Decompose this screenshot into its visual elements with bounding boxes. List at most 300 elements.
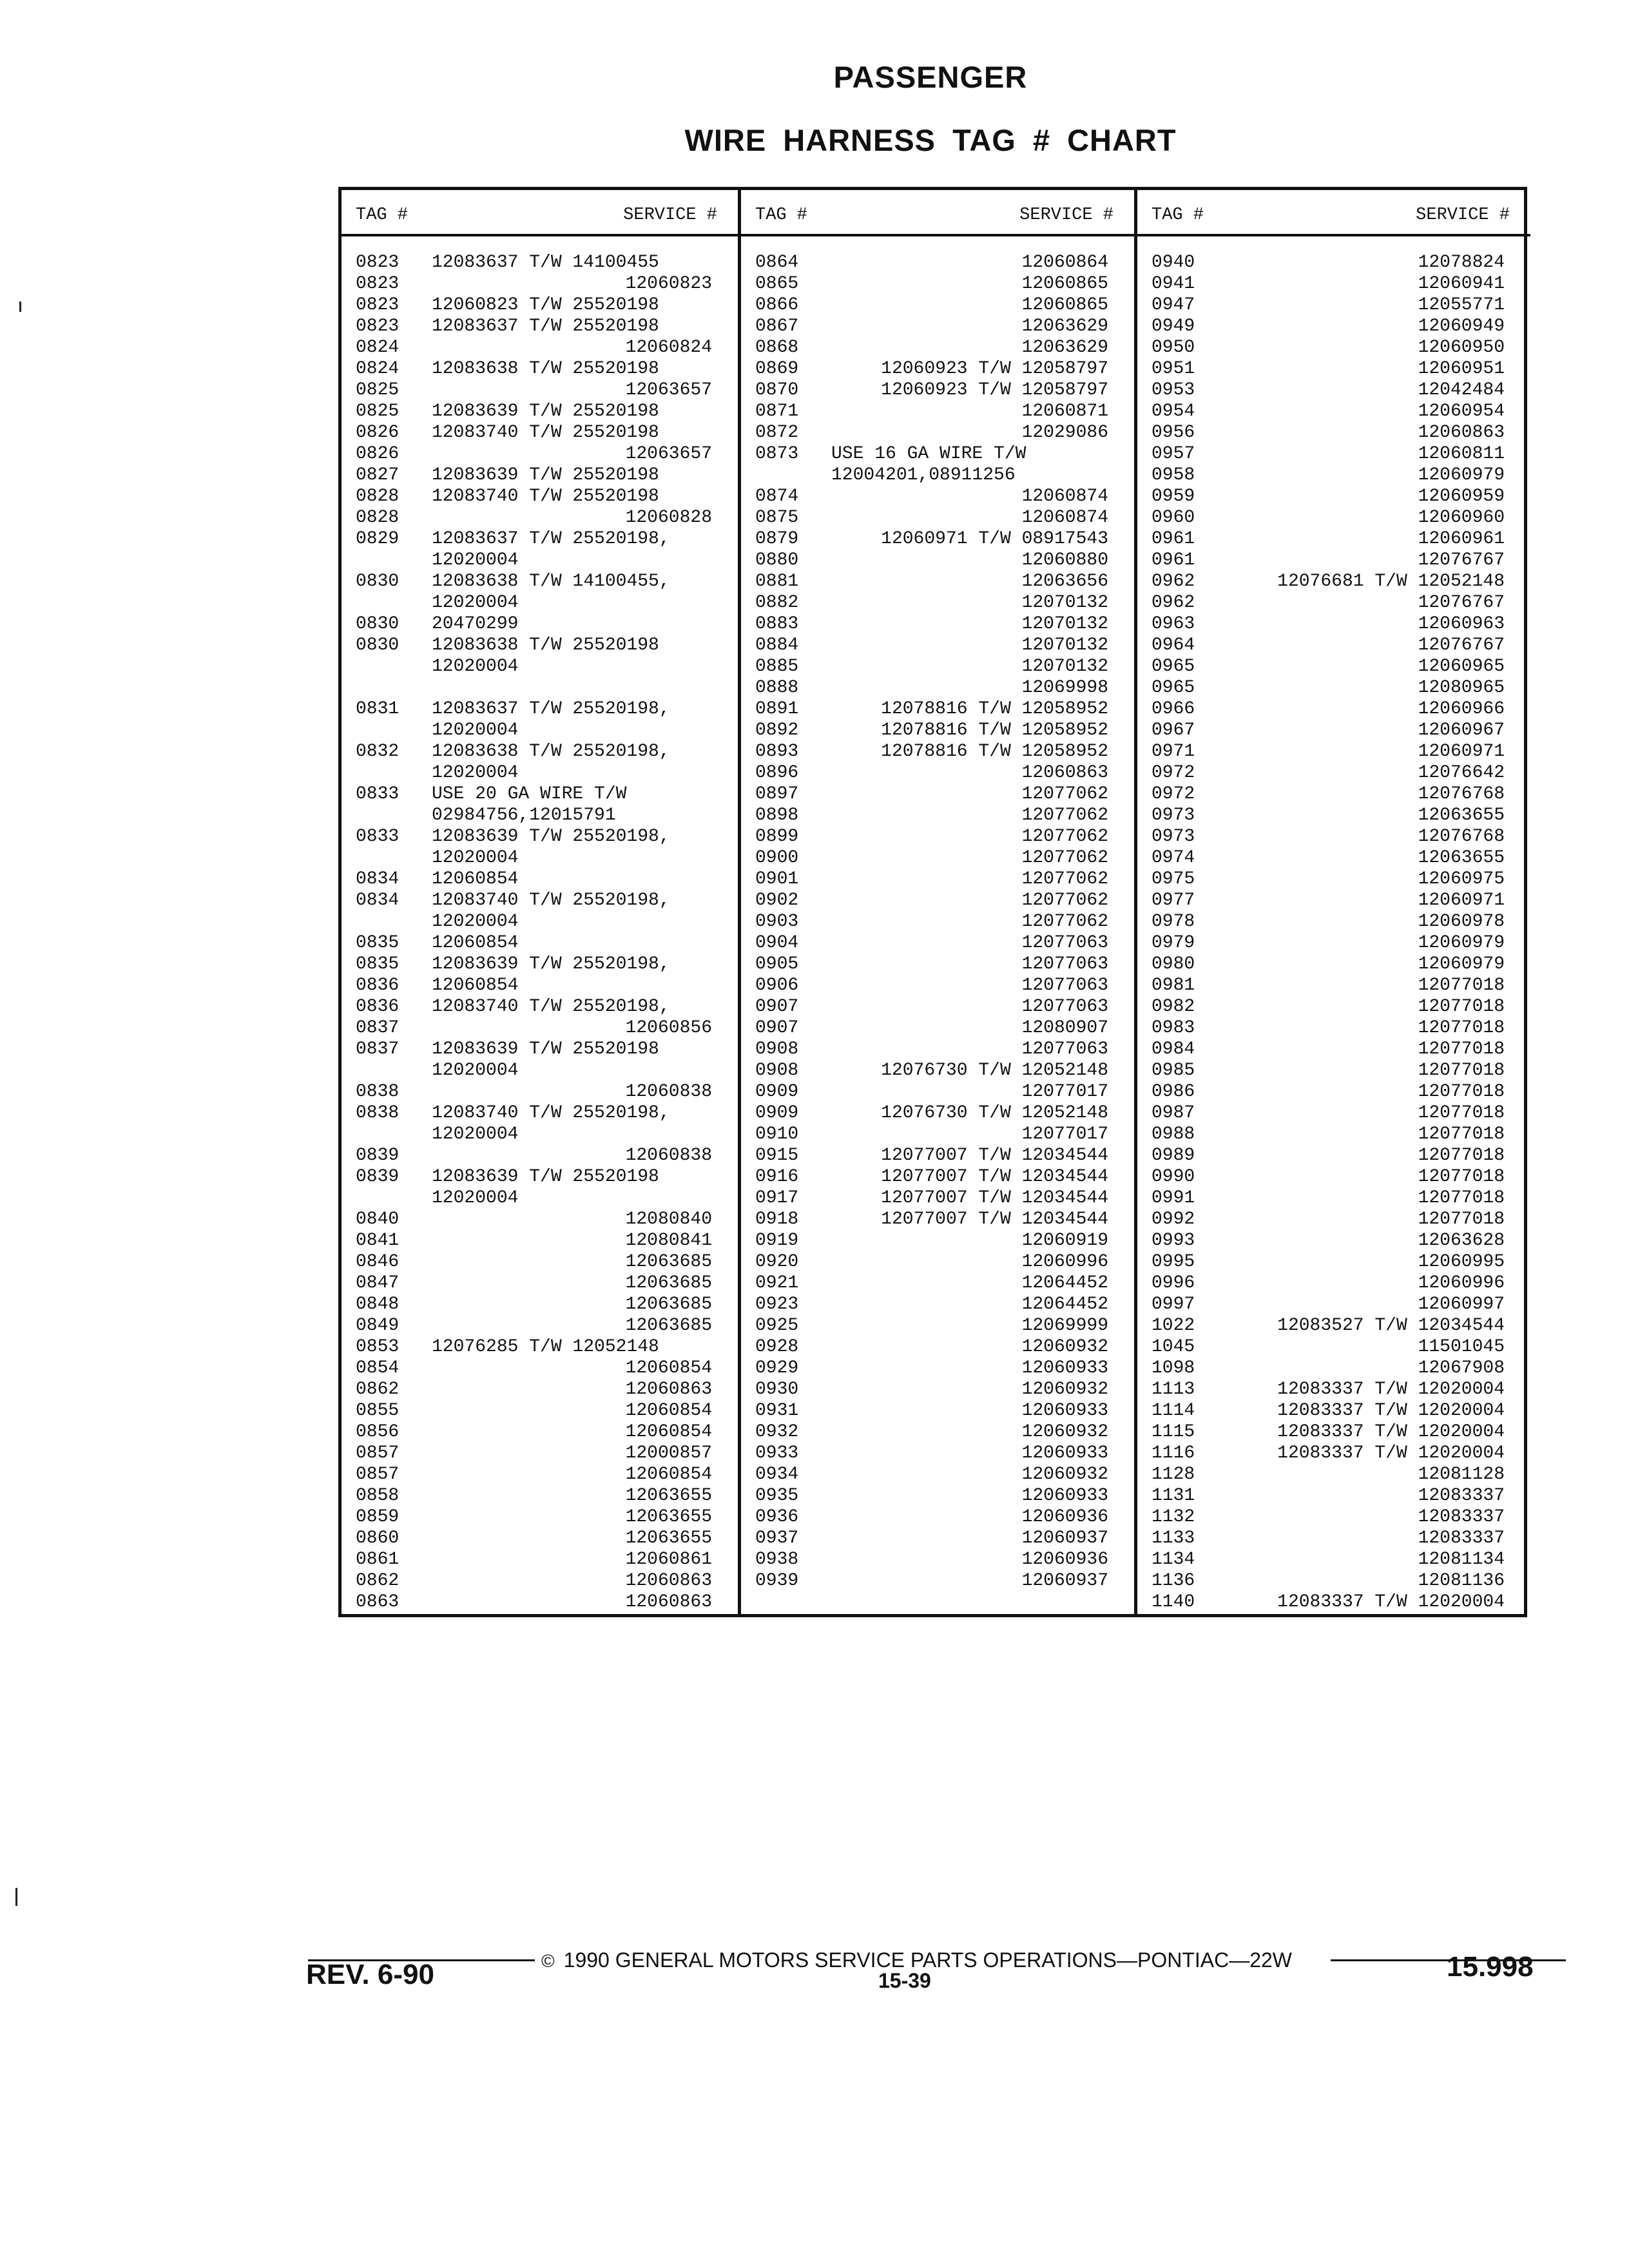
- tag-number: 0971: [1152, 742, 1195, 762]
- tag-number: 0953: [1152, 380, 1195, 400]
- service-number: 12077063: [1021, 933, 1108, 953]
- table-row: [741, 720, 1134, 741]
- table-row: [342, 1230, 738, 1251]
- table-row: [1137, 1358, 1530, 1379]
- tag-number: 1134: [1152, 1550, 1195, 1570]
- service-number: 12060978: [1418, 912, 1505, 932]
- tag-number: 0908: [755, 1039, 799, 1059]
- service-number: 12060874: [1021, 508, 1108, 528]
- tag-number: 0857: [356, 1465, 400, 1485]
- service-number: 12083637 T/W 25520198: [432, 316, 659, 336]
- table-row: [741, 294, 1134, 316]
- service-number: 12077007 T/W 12034544: [881, 1188, 1108, 1208]
- service-number: 12060854: [625, 1358, 712, 1378]
- table-row: [342, 1506, 738, 1528]
- table-row: [342, 677, 738, 698]
- service-number: 12083637 T/W 25520198,: [432, 699, 670, 719]
- service-number: 12083337: [1418, 1507, 1505, 1527]
- table-row: [342, 954, 738, 975]
- service-number: 12060932: [1021, 1465, 1108, 1485]
- tag-number: 1116: [1152, 1443, 1195, 1463]
- rows: [342, 252, 738, 1613]
- service-number: 12060937: [1021, 1571, 1108, 1591]
- tag-number: 0985: [1152, 1061, 1195, 1081]
- table-row: [741, 1506, 1134, 1528]
- service-number: 12063655: [625, 1528, 712, 1548]
- service-number: 12060971: [1418, 890, 1505, 910]
- table-row: [342, 1039, 738, 1060]
- table-row: [1137, 1549, 1530, 1570]
- service-number: 12083337 T/W 12020004: [1277, 1401, 1505, 1421]
- table-row: [342, 932, 738, 954]
- table-row: [342, 337, 738, 358]
- service-number: 12063685: [625, 1294, 712, 1314]
- revision-label: REV. 6-90: [306, 1959, 434, 1990]
- tag-number: 0958: [1152, 465, 1195, 485]
- tag-number: 0888: [755, 678, 799, 698]
- tag-number: 0881: [755, 572, 799, 591]
- table-row: [741, 1443, 1134, 1464]
- table-row: [342, 975, 738, 996]
- table-row: [342, 486, 738, 507]
- table-row: [342, 1485, 738, 1506]
- table-row: [342, 996, 738, 1017]
- tag-number: 1140: [1152, 1592, 1195, 1612]
- tag-number: 0866: [755, 295, 799, 315]
- tag-number: 0859: [356, 1507, 400, 1527]
- tag-number: 0993: [1152, 1231, 1195, 1251]
- tag-number: 0840: [356, 1209, 400, 1229]
- tag-number: 0931: [755, 1401, 799, 1421]
- table-row: [342, 1400, 738, 1421]
- table-row: [1137, 1464, 1530, 1485]
- scan-mark: [15, 1888, 17, 1906]
- tag-number: 1045: [1152, 1337, 1195, 1357]
- table-row: [342, 762, 738, 783]
- tag-number: 0858: [356, 1486, 400, 1506]
- tag-number: 0935: [755, 1486, 799, 1506]
- tag-number: 0862: [356, 1379, 400, 1399]
- tag-number: 0826: [356, 444, 400, 464]
- scan-mark: [19, 302, 21, 312]
- table-row: [741, 443, 1134, 465]
- service-number: 12060823: [625, 274, 712, 294]
- table-row: [1137, 1230, 1530, 1251]
- service-number: 12083337: [1418, 1486, 1505, 1506]
- table-row: [741, 1421, 1134, 1443]
- tag-number: 0920: [755, 1252, 799, 1272]
- tag-number: 0897: [755, 784, 799, 804]
- table-row: [741, 932, 1134, 954]
- tag-number: 0899: [755, 827, 799, 847]
- service-number: 12076768: [1418, 784, 1505, 804]
- tag-number: 0987: [1152, 1103, 1195, 1123]
- service-number: 12060997: [1418, 1294, 1505, 1314]
- service-number: 12064452: [1021, 1294, 1108, 1314]
- table-row: [741, 422, 1134, 443]
- service-number: 12060959: [1418, 486, 1505, 506]
- tag-number: 0904: [755, 933, 799, 953]
- service-number: 12083638 T/W 14100455,: [432, 572, 670, 591]
- tag-number: 0981: [1152, 975, 1195, 995]
- service-number: 12042484: [1418, 380, 1505, 400]
- service-number: 12060963: [1418, 614, 1505, 634]
- service-number: 12083639 T/W 25520198: [432, 465, 659, 485]
- service-number: 12060950: [1418, 338, 1505, 358]
- table-row: [741, 869, 1134, 890]
- table-row: [741, 1358, 1134, 1379]
- tag-number: 0830: [356, 614, 400, 634]
- tag-number: 0848: [356, 1294, 400, 1314]
- tag-number: 0860: [356, 1528, 400, 1548]
- table-row: [1137, 550, 1530, 571]
- tag-number: 0861: [356, 1550, 400, 1570]
- tag-number: 0825: [356, 401, 400, 421]
- service-number: 12060854: [625, 1422, 712, 1442]
- tag-number: 0824: [356, 359, 400, 379]
- tag-number: 0854: [356, 1358, 400, 1378]
- table-row: [741, 273, 1134, 294]
- table-row: [342, 1358, 738, 1379]
- service-number: 12077007 T/W 12034544: [881, 1209, 1108, 1229]
- table-row: [741, 252, 1134, 273]
- tag-number: 0972: [1152, 784, 1195, 804]
- service-number: 12077017: [1021, 1124, 1108, 1144]
- table-row: [342, 741, 738, 762]
- service-number: 12060966: [1418, 699, 1505, 719]
- tag-number: 0966: [1152, 699, 1195, 719]
- tag-number: 0980: [1152, 954, 1195, 974]
- tag-number: 0988: [1152, 1124, 1195, 1144]
- table-row: [1137, 996, 1530, 1017]
- tag-number: 0905: [755, 954, 799, 974]
- service-number: 12077018: [1418, 975, 1505, 995]
- tag-number: 0925: [755, 1316, 799, 1336]
- service-number: 12063657: [625, 380, 712, 400]
- tag-number: 0915: [755, 1146, 799, 1166]
- service-number: 12083337 T/W 12020004: [1277, 1422, 1505, 1442]
- tag-number: 0995: [1152, 1252, 1195, 1272]
- service-number: 12063657: [625, 444, 712, 464]
- service-number: 12020004: [432, 720, 519, 740]
- service-number: 12060933: [1021, 1443, 1108, 1463]
- table-row: [1137, 762, 1530, 783]
- table-row: [342, 783, 738, 805]
- table-column: [1134, 190, 1530, 1614]
- service-number: 12060937: [1021, 1528, 1108, 1548]
- tag-number: 0830: [356, 635, 400, 655]
- tag-number: 0857: [356, 1443, 400, 1463]
- table-row: [1137, 826, 1530, 847]
- service-number: 12076285 T/W 12052148: [432, 1337, 659, 1357]
- service-number: 12077018: [1418, 1082, 1505, 1102]
- service-number: 12000857: [625, 1443, 712, 1463]
- table-row: [1137, 911, 1530, 932]
- tag-number: 0934: [755, 1465, 799, 1485]
- table-row: [1137, 401, 1530, 422]
- service-number: USE 20 GA WIRE T/W: [432, 784, 627, 804]
- tag-number: 0892: [755, 720, 799, 740]
- table-row: [1137, 975, 1530, 996]
- table-row: [741, 613, 1134, 635]
- table-row: [342, 1124, 738, 1145]
- table-row: [741, 1187, 1134, 1209]
- service-number: 12083337 T/W 12020004: [1277, 1443, 1505, 1463]
- service-number: 12060874: [1021, 486, 1108, 506]
- table-row: [1137, 1443, 1530, 1464]
- service-number: 02984756,12015791: [432, 805, 616, 825]
- column-header: [741, 190, 1134, 236]
- table-row: [342, 1251, 738, 1273]
- service-number: 12069999: [1021, 1316, 1108, 1336]
- section-number: 15.998: [1447, 1951, 1534, 1983]
- service-number: 12060863: [625, 1571, 712, 1591]
- tag-number: 0830: [356, 572, 400, 591]
- service-number: 12078816 T/W 12058952: [881, 720, 1108, 740]
- table-row: [342, 422, 738, 443]
- service-number: 12080841: [625, 1231, 712, 1251]
- table-row: [342, 1294, 738, 1315]
- tag-number: 0835: [356, 933, 400, 953]
- service-number: 12063655: [625, 1486, 712, 1506]
- service-number: 12060828: [625, 508, 712, 528]
- table-row: [1137, 528, 1530, 550]
- service-number: 12080907: [1021, 1018, 1108, 1038]
- tag-number: 0921: [755, 1273, 799, 1293]
- tag-number: 0835: [356, 954, 400, 974]
- table-row: [1137, 805, 1530, 826]
- table-row: [342, 571, 738, 592]
- service-number: 12070132: [1021, 593, 1108, 613]
- service-number: 12060863: [625, 1592, 712, 1612]
- service-header: SERVICE #: [1019, 206, 1113, 225]
- tag-number: 0917: [755, 1188, 799, 1208]
- table-row: [741, 1251, 1134, 1273]
- tag-number: 0831: [356, 699, 400, 719]
- table-row: [1137, 1145, 1530, 1166]
- tag-number: 0870: [755, 380, 799, 400]
- column-header: [1137, 190, 1530, 236]
- tag-number: 0879: [755, 529, 799, 549]
- service-number: 12060854: [432, 933, 519, 953]
- service-number: 12080965: [1418, 678, 1505, 698]
- service-number: 12063685: [625, 1273, 712, 1293]
- table-row: [342, 1421, 738, 1443]
- table-row: [1137, 1506, 1530, 1528]
- table-row: [1137, 1294, 1530, 1315]
- table-row: [741, 826, 1134, 847]
- table-row: [1137, 1166, 1530, 1187]
- tag-number: 0896: [755, 763, 799, 783]
- table-row: [741, 847, 1134, 869]
- service-number: 12083639 T/W 25520198: [432, 1039, 659, 1059]
- tag-number: 0956: [1152, 423, 1195, 443]
- service-number: 12077018: [1418, 997, 1505, 1017]
- service-number: 12083639 T/W 25520198,: [432, 954, 670, 974]
- service-number: 12083639 T/W 25520198,: [432, 827, 670, 847]
- table-row: [342, 465, 738, 486]
- service-number: 12081134: [1418, 1550, 1505, 1570]
- table-row: [342, 401, 738, 422]
- tag-number: 0834: [356, 890, 400, 910]
- tag-number: 0841: [356, 1231, 400, 1251]
- table-row: [342, 1017, 738, 1039]
- service-number: 12060996: [1021, 1252, 1108, 1272]
- tag-number: 0865: [755, 274, 799, 294]
- table-row: [1137, 1017, 1530, 1039]
- table-row: [741, 1549, 1134, 1570]
- table-row: [741, 380, 1134, 401]
- tag-number: 0891: [755, 699, 799, 719]
- service-number: 12060979: [1418, 465, 1505, 485]
- tag-number: 0833: [356, 827, 400, 847]
- table-row: [1137, 656, 1530, 677]
- tag-number: 0825: [356, 380, 400, 400]
- service-number: 12060932: [1021, 1422, 1108, 1442]
- service-number: 12060949: [1418, 316, 1505, 336]
- service-number: 12060863: [625, 1379, 712, 1399]
- table-row: [741, 1379, 1134, 1400]
- tag-number: 0949: [1152, 316, 1195, 336]
- table-row: [342, 1336, 738, 1358]
- table-row: [1137, 252, 1530, 273]
- service-number: 12060996: [1418, 1273, 1505, 1293]
- tag-number: 0919: [755, 1231, 799, 1251]
- service-number: 12077062: [1021, 827, 1108, 847]
- table-row: [741, 1315, 1134, 1336]
- tag-number: 0989: [1152, 1146, 1195, 1166]
- table-row: [741, 805, 1134, 826]
- table-row: [1137, 720, 1530, 741]
- tag-number: 0967: [1152, 720, 1195, 740]
- tag-number: 0957: [1152, 444, 1195, 464]
- tag-number: 0907: [755, 997, 799, 1017]
- service-number: 12077018: [1418, 1124, 1505, 1144]
- service-number: 12055771: [1418, 295, 1505, 315]
- service-number: 12060863: [1021, 763, 1108, 783]
- rows: [1137, 252, 1530, 1613]
- service-number: 11501045: [1418, 1337, 1505, 1357]
- service-number: 12060967: [1418, 720, 1505, 740]
- table-row: [741, 1166, 1134, 1187]
- tag-number: 0839: [356, 1146, 400, 1166]
- table-row: [342, 1273, 738, 1294]
- service-number: 12083337 T/W 12020004: [1277, 1379, 1505, 1399]
- service-number: 12020004: [432, 593, 519, 613]
- tag-number: 0990: [1152, 1167, 1195, 1187]
- table-row: [1137, 1081, 1530, 1102]
- table-column: [738, 190, 1134, 1614]
- tag-number: 0983: [1152, 1018, 1195, 1038]
- table-row: [741, 486, 1134, 507]
- table-row: [342, 890, 738, 911]
- table-row: [1137, 571, 1530, 592]
- tag-number: 0972: [1152, 763, 1195, 783]
- service-number: 12060933: [1021, 1486, 1108, 1506]
- tag-number: 0941: [1152, 274, 1195, 294]
- service-number: 12060856: [625, 1018, 712, 1038]
- service-number: 12060960: [1418, 508, 1505, 528]
- tag-number: 0824: [356, 338, 400, 358]
- tag-number: 0868: [755, 338, 799, 358]
- table-row: [342, 380, 738, 401]
- tag-number: 0847: [356, 1273, 400, 1293]
- tag-number: 0875: [755, 508, 799, 528]
- table-row: [342, 1102, 738, 1124]
- table-column: [342, 190, 738, 1614]
- table-row: [1137, 954, 1530, 975]
- table-row: [741, 1464, 1134, 1485]
- table-row: [1137, 592, 1530, 613]
- table-row: [741, 1124, 1134, 1145]
- service-number: 12063656: [1021, 572, 1108, 591]
- table-row: [342, 1443, 738, 1464]
- tag-number: 0827: [356, 465, 400, 485]
- table-row: [1137, 1570, 1530, 1591]
- service-number: 12020004: [432, 848, 519, 868]
- tag-number: 0856: [356, 1422, 400, 1442]
- service-number: 12060854: [625, 1465, 712, 1485]
- service-number: 12060854: [432, 869, 519, 889]
- table-row: [741, 1209, 1134, 1230]
- tag-number: 0964: [1152, 635, 1195, 655]
- service-number: 12077018: [1418, 1188, 1505, 1208]
- tag-number: 0855: [356, 1401, 400, 1421]
- tag-number: 0938: [755, 1550, 799, 1570]
- tag-number: 0962: [1152, 593, 1195, 613]
- table-row: [342, 294, 738, 316]
- table-row: [1137, 465, 1530, 486]
- tag-number: 0939: [755, 1571, 799, 1591]
- tag-number: 0933: [755, 1443, 799, 1463]
- table-row: [741, 762, 1134, 783]
- tag-number: 0823: [356, 295, 400, 315]
- table-row: [741, 1081, 1134, 1102]
- tag-number: 0839: [356, 1167, 400, 1187]
- tag-number: 0973: [1152, 805, 1195, 825]
- service-number: 12060865: [1021, 295, 1108, 315]
- table-row: [741, 592, 1134, 613]
- table-row: [741, 401, 1134, 422]
- service-number: 12020004: [432, 550, 519, 570]
- service-number: 12077063: [1021, 975, 1108, 995]
- tag-number: 0837: [356, 1018, 400, 1038]
- table-row: [741, 656, 1134, 677]
- table-row: [342, 1570, 738, 1591]
- table-row: [342, 316, 738, 337]
- service-number: 12081128: [1418, 1465, 1505, 1485]
- service-number: 12070132: [1021, 657, 1108, 677]
- table-row: [1137, 1273, 1530, 1294]
- table-row: [1137, 443, 1530, 465]
- tag-number: 0959: [1152, 486, 1195, 506]
- service-number: 12083637 T/W 25520198,: [432, 529, 670, 549]
- tag-header: TAG #: [1152, 206, 1204, 225]
- tag-number: 0908: [755, 1061, 799, 1081]
- service-number: 12063629: [1021, 338, 1108, 358]
- table-row: [1137, 1187, 1530, 1209]
- table-row: [1137, 847, 1530, 869]
- table-row: [1137, 932, 1530, 954]
- service-number: 12060933: [1021, 1401, 1108, 1421]
- service-number: 12063685: [625, 1316, 712, 1336]
- service-number: 12020004: [432, 1188, 519, 1208]
- tag-number: 0823: [356, 316, 400, 336]
- service-number: 12060871: [1021, 401, 1108, 421]
- service-number: 12077062: [1021, 805, 1108, 825]
- service-number: 12077018: [1418, 1103, 1505, 1123]
- table-row: [1137, 337, 1530, 358]
